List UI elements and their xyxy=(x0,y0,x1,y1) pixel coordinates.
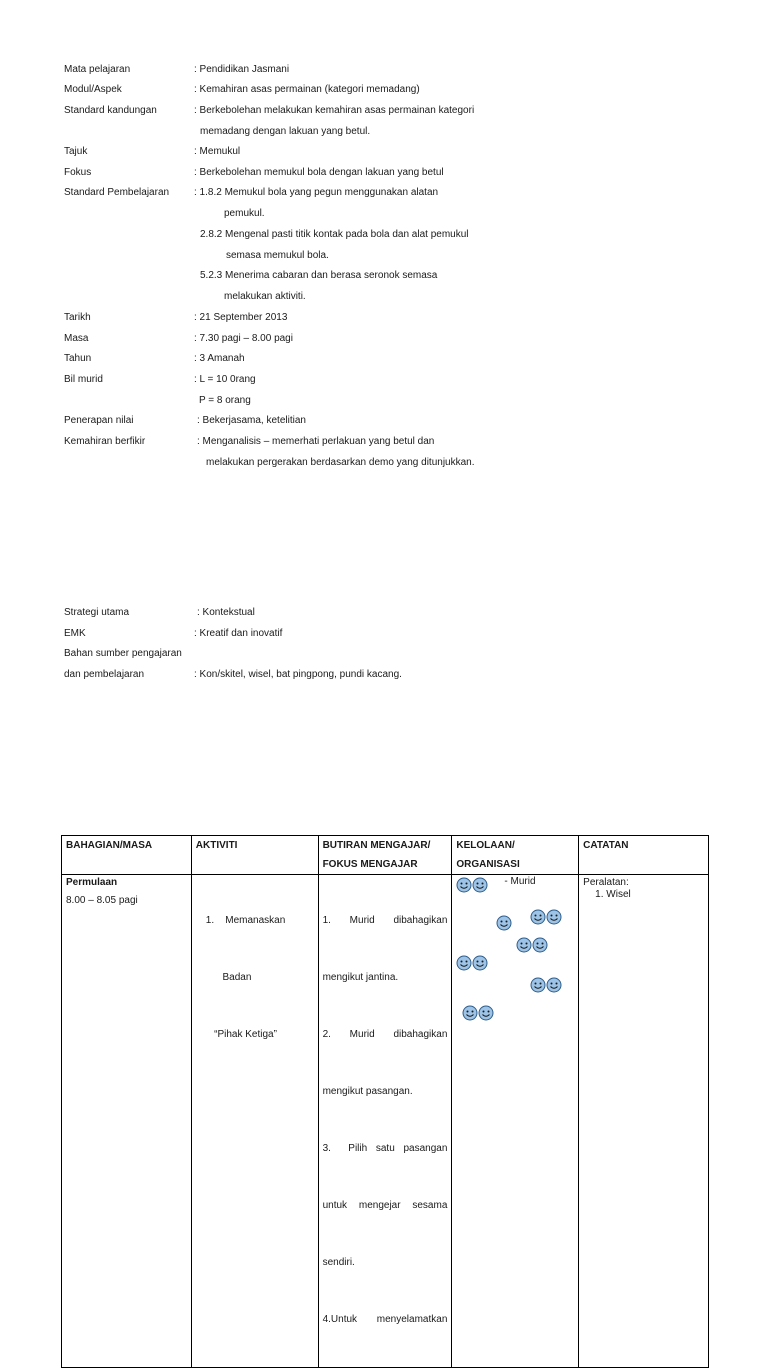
value-emk: : Kreatif dan inovatif xyxy=(194,628,283,639)
butiran-line: untuk mengejar sesama xyxy=(322,1200,448,1211)
header-kelolaan: KELOLAAN/ ORGANISASI xyxy=(452,836,579,875)
cell-bahagian xyxy=(62,875,192,1368)
header-butiran: BUTIRAN MENGAJAR/ FOKUS MENGAJAR xyxy=(318,836,452,875)
butiran-line: 3. Pilih satu pasangan xyxy=(322,1143,448,1154)
butiran-line: 1. Murid dibahagikan xyxy=(322,915,448,926)
kelolaan-murid-label: - Murid xyxy=(504,876,536,887)
value-standard-kandungan: : Berkebolehan melakukan kemahiran asas permainan kategori xyxy=(194,105,475,116)
smiley-face-icon xyxy=(530,977,546,993)
value-mata-pelajaran: : Pendidikan Jasmani xyxy=(194,64,290,75)
label-strategi-utama: Strategi utama xyxy=(64,607,130,618)
smiley-face-icon xyxy=(516,937,532,953)
bahagian-time: 8.00 – 8.05 pagi xyxy=(66,895,138,906)
label-fokus: Fokus xyxy=(64,167,92,178)
smiley-face-icon xyxy=(546,909,562,925)
smiley-face-icon xyxy=(530,909,546,925)
smiley-face-icon xyxy=(532,937,548,953)
cell-aktiviti xyxy=(191,875,318,1368)
label-bahan-cont: dan pembelajaran xyxy=(64,669,145,680)
catatan-title: Peralatan: xyxy=(583,877,629,888)
aktiviti-line: “Pihak Ketiga” xyxy=(205,1029,277,1040)
butiran-line: 2. Murid dibahagikan xyxy=(322,1029,448,1040)
value-strategi-utama: : Kontekstual xyxy=(197,607,255,618)
aktiviti-line: Badan xyxy=(205,972,252,983)
table-row xyxy=(62,875,709,1368)
cell-kelolaan xyxy=(452,875,579,1368)
value-masa: : 7.30 pagi – 8.00 pagi xyxy=(194,333,293,344)
butiran-line: 4.Untuk menyelamatkan xyxy=(322,1314,448,1325)
value-tarikh: : 21 September 2013 xyxy=(194,312,288,323)
header-aktiviti: AKTIVITI xyxy=(191,836,318,875)
smiley-face-icon xyxy=(472,877,488,893)
value-modul: : Kemahiran asas permainan (kategori memadang) xyxy=(194,84,420,95)
cell-butiran xyxy=(318,875,452,1368)
value-tahun: : 3 Amanah xyxy=(194,353,245,364)
value-tajuk: : Memukul xyxy=(194,146,241,157)
aktiviti-line: 1. Memanaskan xyxy=(205,915,286,926)
label-modul: Modul/Aspek xyxy=(64,84,122,95)
value-fokus: : Berkebolehan memukul bola dengan lakuan yang betul xyxy=(194,167,444,178)
sp-line: pemukul. xyxy=(224,208,265,219)
header-bahagian: BAHAGIAN/MASA xyxy=(62,836,192,875)
lesson-plan-table xyxy=(61,835,709,1368)
label-emk: EMK xyxy=(64,628,86,639)
label-penerapan-nilai: Penerapan nilai xyxy=(64,415,134,426)
smiley-face-icon xyxy=(496,915,512,931)
sp-line: semasa memukul bola. xyxy=(226,250,329,261)
value-bil-murid: : L = 10 0rang xyxy=(194,374,256,385)
butiran-line: sendiri. xyxy=(322,1257,355,1268)
label-standard-pembelajaran: Standard Pembelajaran xyxy=(64,187,170,198)
catatan-item: 1. Wisel xyxy=(595,889,631,900)
label-mata-pelajaran: Mata pelajaran xyxy=(64,64,131,75)
butiran-line: mengikut jantina. xyxy=(322,972,399,983)
sp-line: melakukan aktiviti. xyxy=(224,291,306,302)
smiley-face-icon xyxy=(456,877,472,893)
smiley-face-icon xyxy=(462,1005,478,1021)
label-bahan: Bahan sumber pengajaran xyxy=(64,648,182,659)
sp-line: : 1.8.2 Memukul bola yang pegun menggunakan alatan xyxy=(194,187,439,198)
smiley-face-icon xyxy=(478,1005,494,1021)
cell-catatan xyxy=(579,875,709,1368)
butiran-line: mengikut pasangan. xyxy=(322,1086,413,1097)
value-kemahiran-berfikir-cont: melakukan pergerakan berdasarkan demo yang ditunjukkan. xyxy=(206,457,475,468)
value-standard-kandungan-cont: memadang dengan lakuan yang betul. xyxy=(200,126,371,137)
smiley-face-icon xyxy=(546,977,562,993)
label-masa: Masa xyxy=(64,333,89,344)
label-tajuk: Tajuk xyxy=(64,146,88,157)
sp-line: 5.2.3 Menerima cabaran dan berasa seronok semasa xyxy=(200,270,438,281)
sp-line: 2.8.2 Mengenal pasti titik kontak pada bola dan alat pemukul xyxy=(200,229,469,240)
value-penerapan-nilai: : Bekerjasama, ketelitian xyxy=(197,415,306,426)
label-standard-kandungan: Standard kandungan xyxy=(64,105,157,116)
value-bil-murid-cont: P = 8 orang xyxy=(199,395,251,406)
value-kemahiran-berfikir: : Menganalisis – memerhati perlakuan yang betul dan xyxy=(197,436,435,447)
header-catatan: CATATAN xyxy=(579,836,709,875)
smiley-face-icon xyxy=(456,955,472,971)
label-tahun: Tahun xyxy=(64,353,92,364)
label-bil-murid: Bil murid xyxy=(64,374,103,385)
label-tarikh: Tarikh xyxy=(64,312,91,323)
bahagian-title: Permulaan xyxy=(66,877,118,888)
table-header-row xyxy=(62,836,709,875)
value-bahan: : Kon/skitel, wisel, bat pingpong, pundi kacang. xyxy=(194,669,402,680)
label-kemahiran-berfikir: Kemahiran berfikir xyxy=(64,436,146,447)
smiley-face-icon xyxy=(472,955,488,971)
